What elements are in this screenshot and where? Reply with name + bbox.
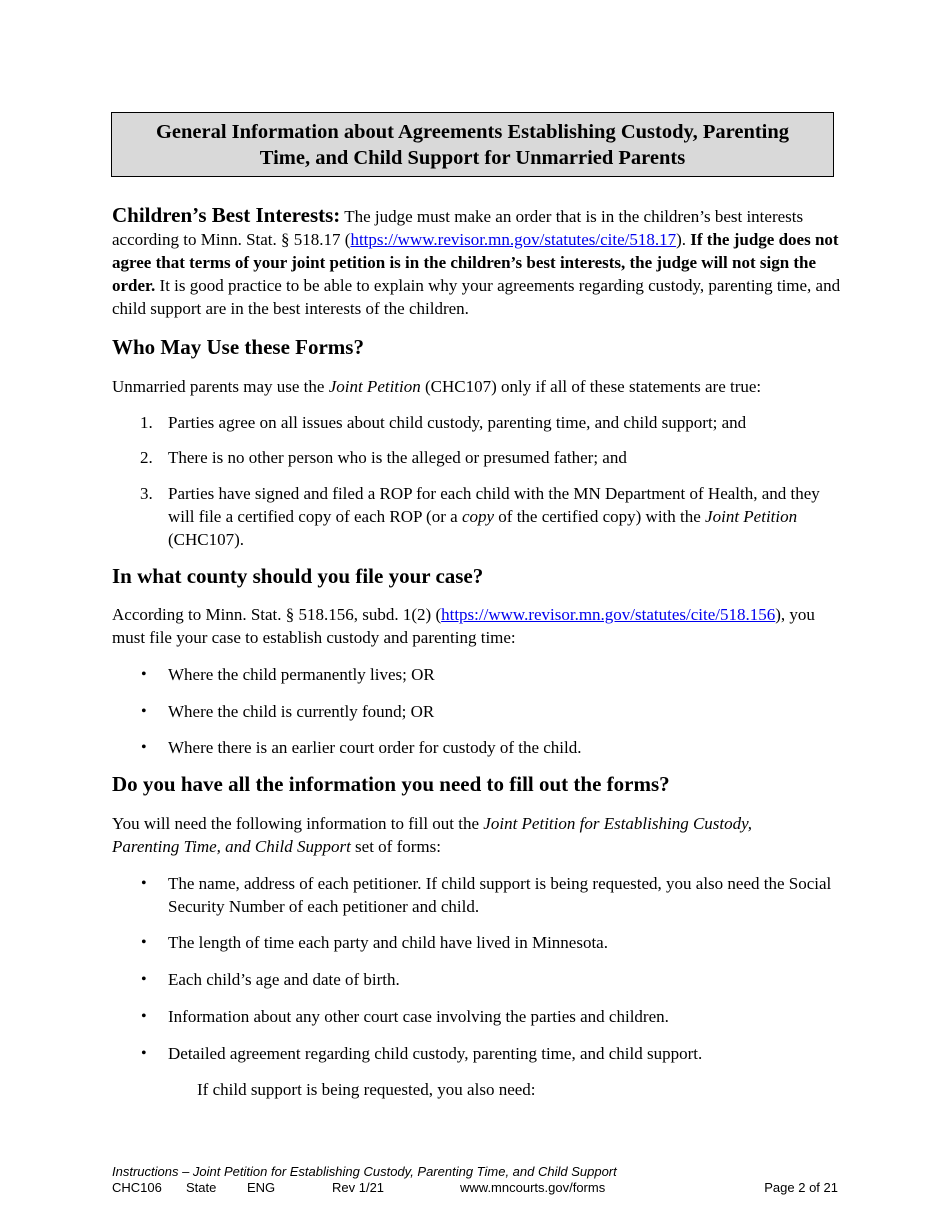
list-item (140, 1042, 845, 1065)
best-interests-paragraph (112, 204, 842, 320)
list-item-text: Where the child permanently lives; OR (168, 665, 435, 684)
list-item-text: Where there is an earlier court order for custody of the child. (168, 738, 582, 757)
footer-website-link[interactable]: www.mncourts.gov/forms (460, 1180, 606, 1195)
best-interests-text-1: The judge must make an order that is in the children’s best interests according to Minn. Stat. § 518.17 ( (112, 207, 804, 249)
list-item (140, 931, 845, 954)
best-interests-bold: If the judge does not agree that terms of your joint petition is in the children’s best interests, the judge will not sign the order. (112, 230, 839, 295)
list-item-text: The length of time each party and child have lived in Minnesota. (168, 933, 608, 952)
bullet-icon: • (141, 703, 147, 720)
list-item (140, 1005, 845, 1028)
footer-state: State (186, 1180, 217, 1195)
footer-meta-row (112, 1180, 838, 1196)
info-intro-pre: You will need the following information to fill out the (112, 814, 484, 833)
list-item (140, 411, 845, 434)
best-interests-lead: Children’s Best Interests: (112, 203, 341, 227)
list-item-text: Information about any other court case involving the parties and children. (168, 1007, 669, 1026)
list-item-text-c: (CHC107). (168, 530, 245, 549)
list-item-italic-2: Joint Petition (705, 507, 798, 526)
list-number: 2. (140, 448, 153, 467)
list-item (140, 968, 845, 991)
county-intro-post: ), you must file your case to establish custody and parenting time: (112, 605, 815, 647)
who-may-use-intro (112, 375, 842, 398)
info-intro-italic: Joint Petition for Establishing Custody, Parenting Time, and Child Support (112, 814, 752, 856)
list-item-italic: copy (461, 507, 495, 526)
info-intro-post: set of forms: (350, 837, 441, 856)
footer-form-id: CHC106 (112, 1180, 162, 1195)
list-item (140, 872, 845, 918)
list-item-text: Each child’s age and date of birth. (168, 970, 400, 989)
info-heading: Do you have all the information you need to fill out the forms? (112, 772, 670, 796)
footer (112, 1164, 838, 1196)
list-number: 1. (140, 413, 153, 432)
footer-language: ENG (247, 1180, 276, 1195)
bullet-icon: • (141, 1008, 147, 1025)
list-item (140, 700, 845, 723)
bullet-icon: • (141, 666, 147, 683)
title-box (111, 112, 834, 177)
bullet-icon: • (141, 934, 147, 951)
county-intro (112, 603, 847, 649)
list-item-text: Parties agree on all issues about child custody, parenting time, and child support; and (168, 413, 747, 432)
best-interests-text-3: It is good practice to be able to explain why your agreements regarding custody, parenting time, and child support are in the best interests of the children. (112, 276, 841, 318)
list-item-text: There is no other person who is the alleged or presumed father; and (168, 448, 627, 467)
child-support-note: If child support is being requested, you also need: (197, 1080, 536, 1099)
statute-518-156-link[interactable]: https://www.revisor.mn.gov/statutes/cite/518.156 (441, 605, 776, 624)
list-item-text (168, 482, 845, 551)
list-item-text: Where the child is currently found; OR (168, 702, 435, 721)
county-heading: In what county should you file your case? (112, 564, 484, 588)
footer-revision: Rev 1/21 (332, 1180, 385, 1195)
info-intro (112, 812, 822, 858)
who-may-use-intro-post: (CHC107) only if all of these statements are true: (420, 377, 762, 396)
list-item (140, 446, 845, 469)
list-item-text-b: of the certified copy) with the (494, 507, 706, 526)
statute-518-17-link[interactable]: https://www.revisor.mn.gov/statutes/cite/518.17 (350, 230, 677, 249)
title-line-2: Time, and Child Support for Unmarried Parents (259, 146, 686, 169)
county-intro-pre: According to Minn. Stat. § 518.156, subd. 1(2) ( (112, 605, 442, 624)
best-interests-text-2: ). (676, 230, 691, 249)
who-may-use-intro-pre: Unmarried parents may use the (112, 377, 329, 396)
bullet-icon: • (141, 971, 147, 988)
list-number: 3. (140, 484, 153, 503)
list-item-text: Detailed agreement regarding child custody, parenting time, and child support. (168, 1044, 703, 1063)
bullet-icon: • (141, 875, 147, 892)
footer-instructions-title: Instructions – Joint Petition for Establishing Custody, Parenting Time, and Child Support (112, 1164, 617, 1179)
footer-page-number: Page 2 of 21 (764, 1180, 838, 1195)
list-item-text-a: Parties have signed and filed a ROP for each child with the MN Department of Health, and they will file a certified copy of each ROP (or a (168, 484, 820, 526)
bullet-icon: • (141, 1045, 147, 1062)
list-item (140, 663, 845, 686)
list-item (140, 482, 845, 551)
list-item-text: The name, address of each petitioner. If child support is being requested, you also need the Social Security Number of each petitioner and child. (168, 874, 832, 916)
list-item (140, 736, 845, 759)
bullet-icon: • (141, 739, 147, 756)
who-may-use-heading: Who May Use these Forms? (112, 335, 364, 359)
who-may-use-intro-italic: Joint Petition (328, 377, 421, 396)
title-line-1: General Information about Agreements Establishing Custody, Parenting (155, 120, 790, 143)
